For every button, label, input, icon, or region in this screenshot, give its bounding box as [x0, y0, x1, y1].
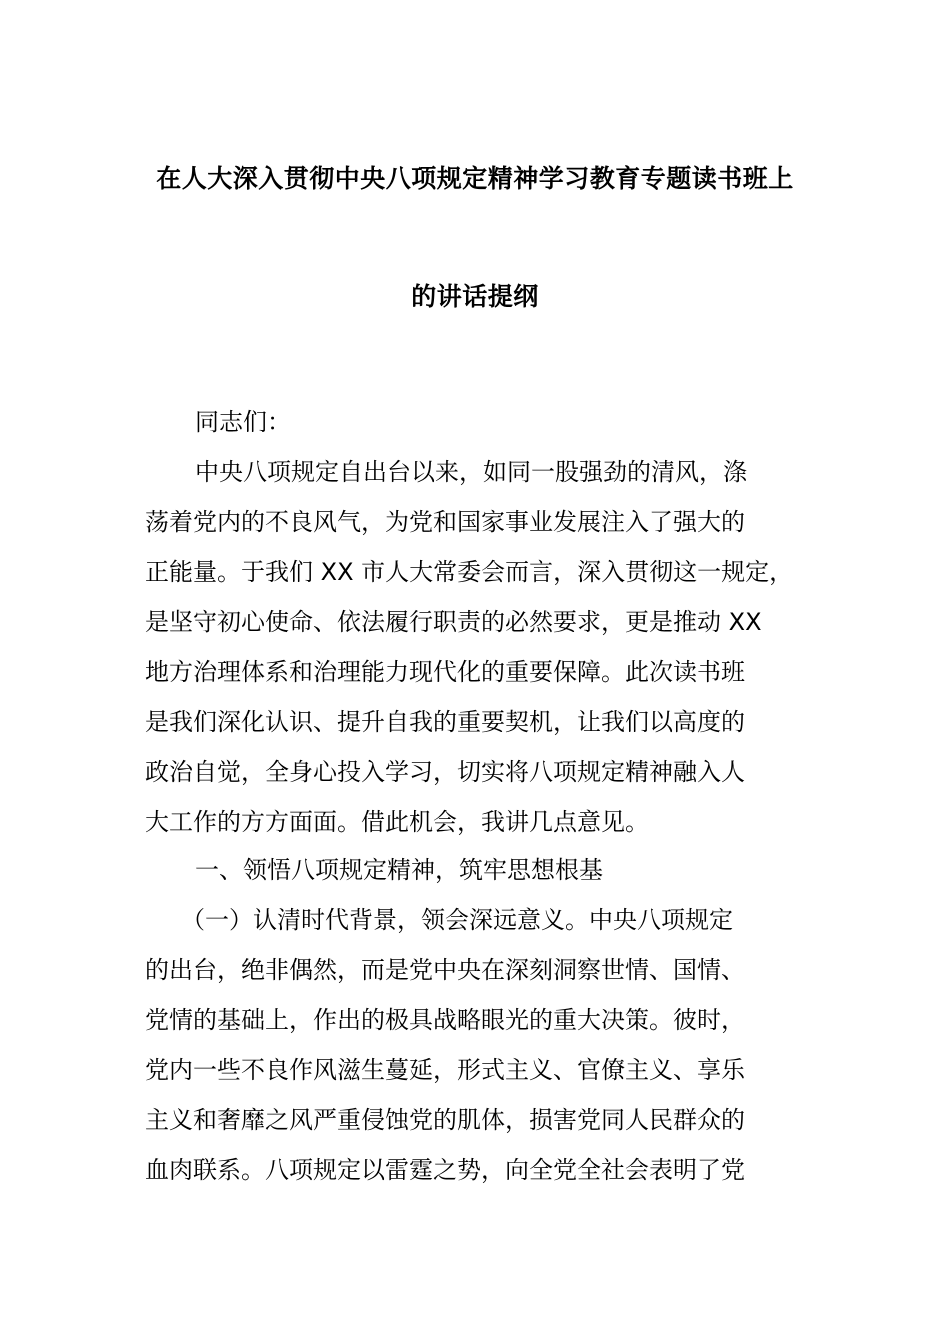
paragraph-section-1-1 [145, 895, 825, 1195]
paragraph-line: （一）认清时代背景，领会深远意义。中央八项规定 [181, 906, 733, 934]
section-heading-text: 一、领悟八项规定精神，筑牢思想根基 [195, 856, 603, 884]
paragraph-line: 主义和奢靡之风严重侵蚀党的肌体，损害党同人民群众的 [145, 1106, 745, 1134]
paragraph-line: 是坚守初心使命、依法履行职责的必然要求，更是推动 XX [145, 608, 762, 636]
paragraph-line: 政治自觉，全身心投入学习，切实将八项规定精神融入人 [145, 758, 745, 786]
paragraph-intro [145, 447, 825, 847]
document-title-line-1: 在人大深入贯彻中央八项规定精神学习教育专题读书班上 [156, 164, 794, 193]
paragraph-line: 地方治理体系和治理能力现代化的重要保障。此次读书班 [145, 658, 745, 686]
paragraph-line: 正能量。于我们 XX 市人大常委会而言，深入贯彻这一规定， [145, 558, 794, 586]
paragraph-line: 是我们深化认识、提升自我的重要契机，让我们以高度的 [145, 708, 745, 736]
paragraph-line: 大工作的方方面面。借此机会，我讲几点意见。 [145, 808, 649, 836]
paragraph-line: 党内一些不良作风滋生蔓延，形式主义、官僚主义、享乐 [145, 1056, 745, 1084]
greeting-text: 同志们： [195, 408, 291, 436]
document-title-line-2: 的讲话提纲 [411, 282, 539, 311]
paragraph-line: 血肉联系。八项规定以雷霆之势，向全党全社会表明了党 [145, 1156, 745, 1184]
greeting [145, 397, 825, 447]
paragraph-line: 中央八项规定自出台以来，如同一股强劲的清风，涤 [195, 458, 747, 486]
paragraph-line: 荡着党内的不良风气，为党和国家事业发展注入了强大的 [145, 508, 745, 536]
paragraph-line: 党情的基础上，作出的极具战略眼光的重大决策。彼时， [145, 1006, 745, 1034]
paragraph-line: 的出台，绝非偶然，而是党中央在深刻洞察世情、国情、 [145, 956, 745, 984]
section-heading-1 [145, 845, 825, 895]
